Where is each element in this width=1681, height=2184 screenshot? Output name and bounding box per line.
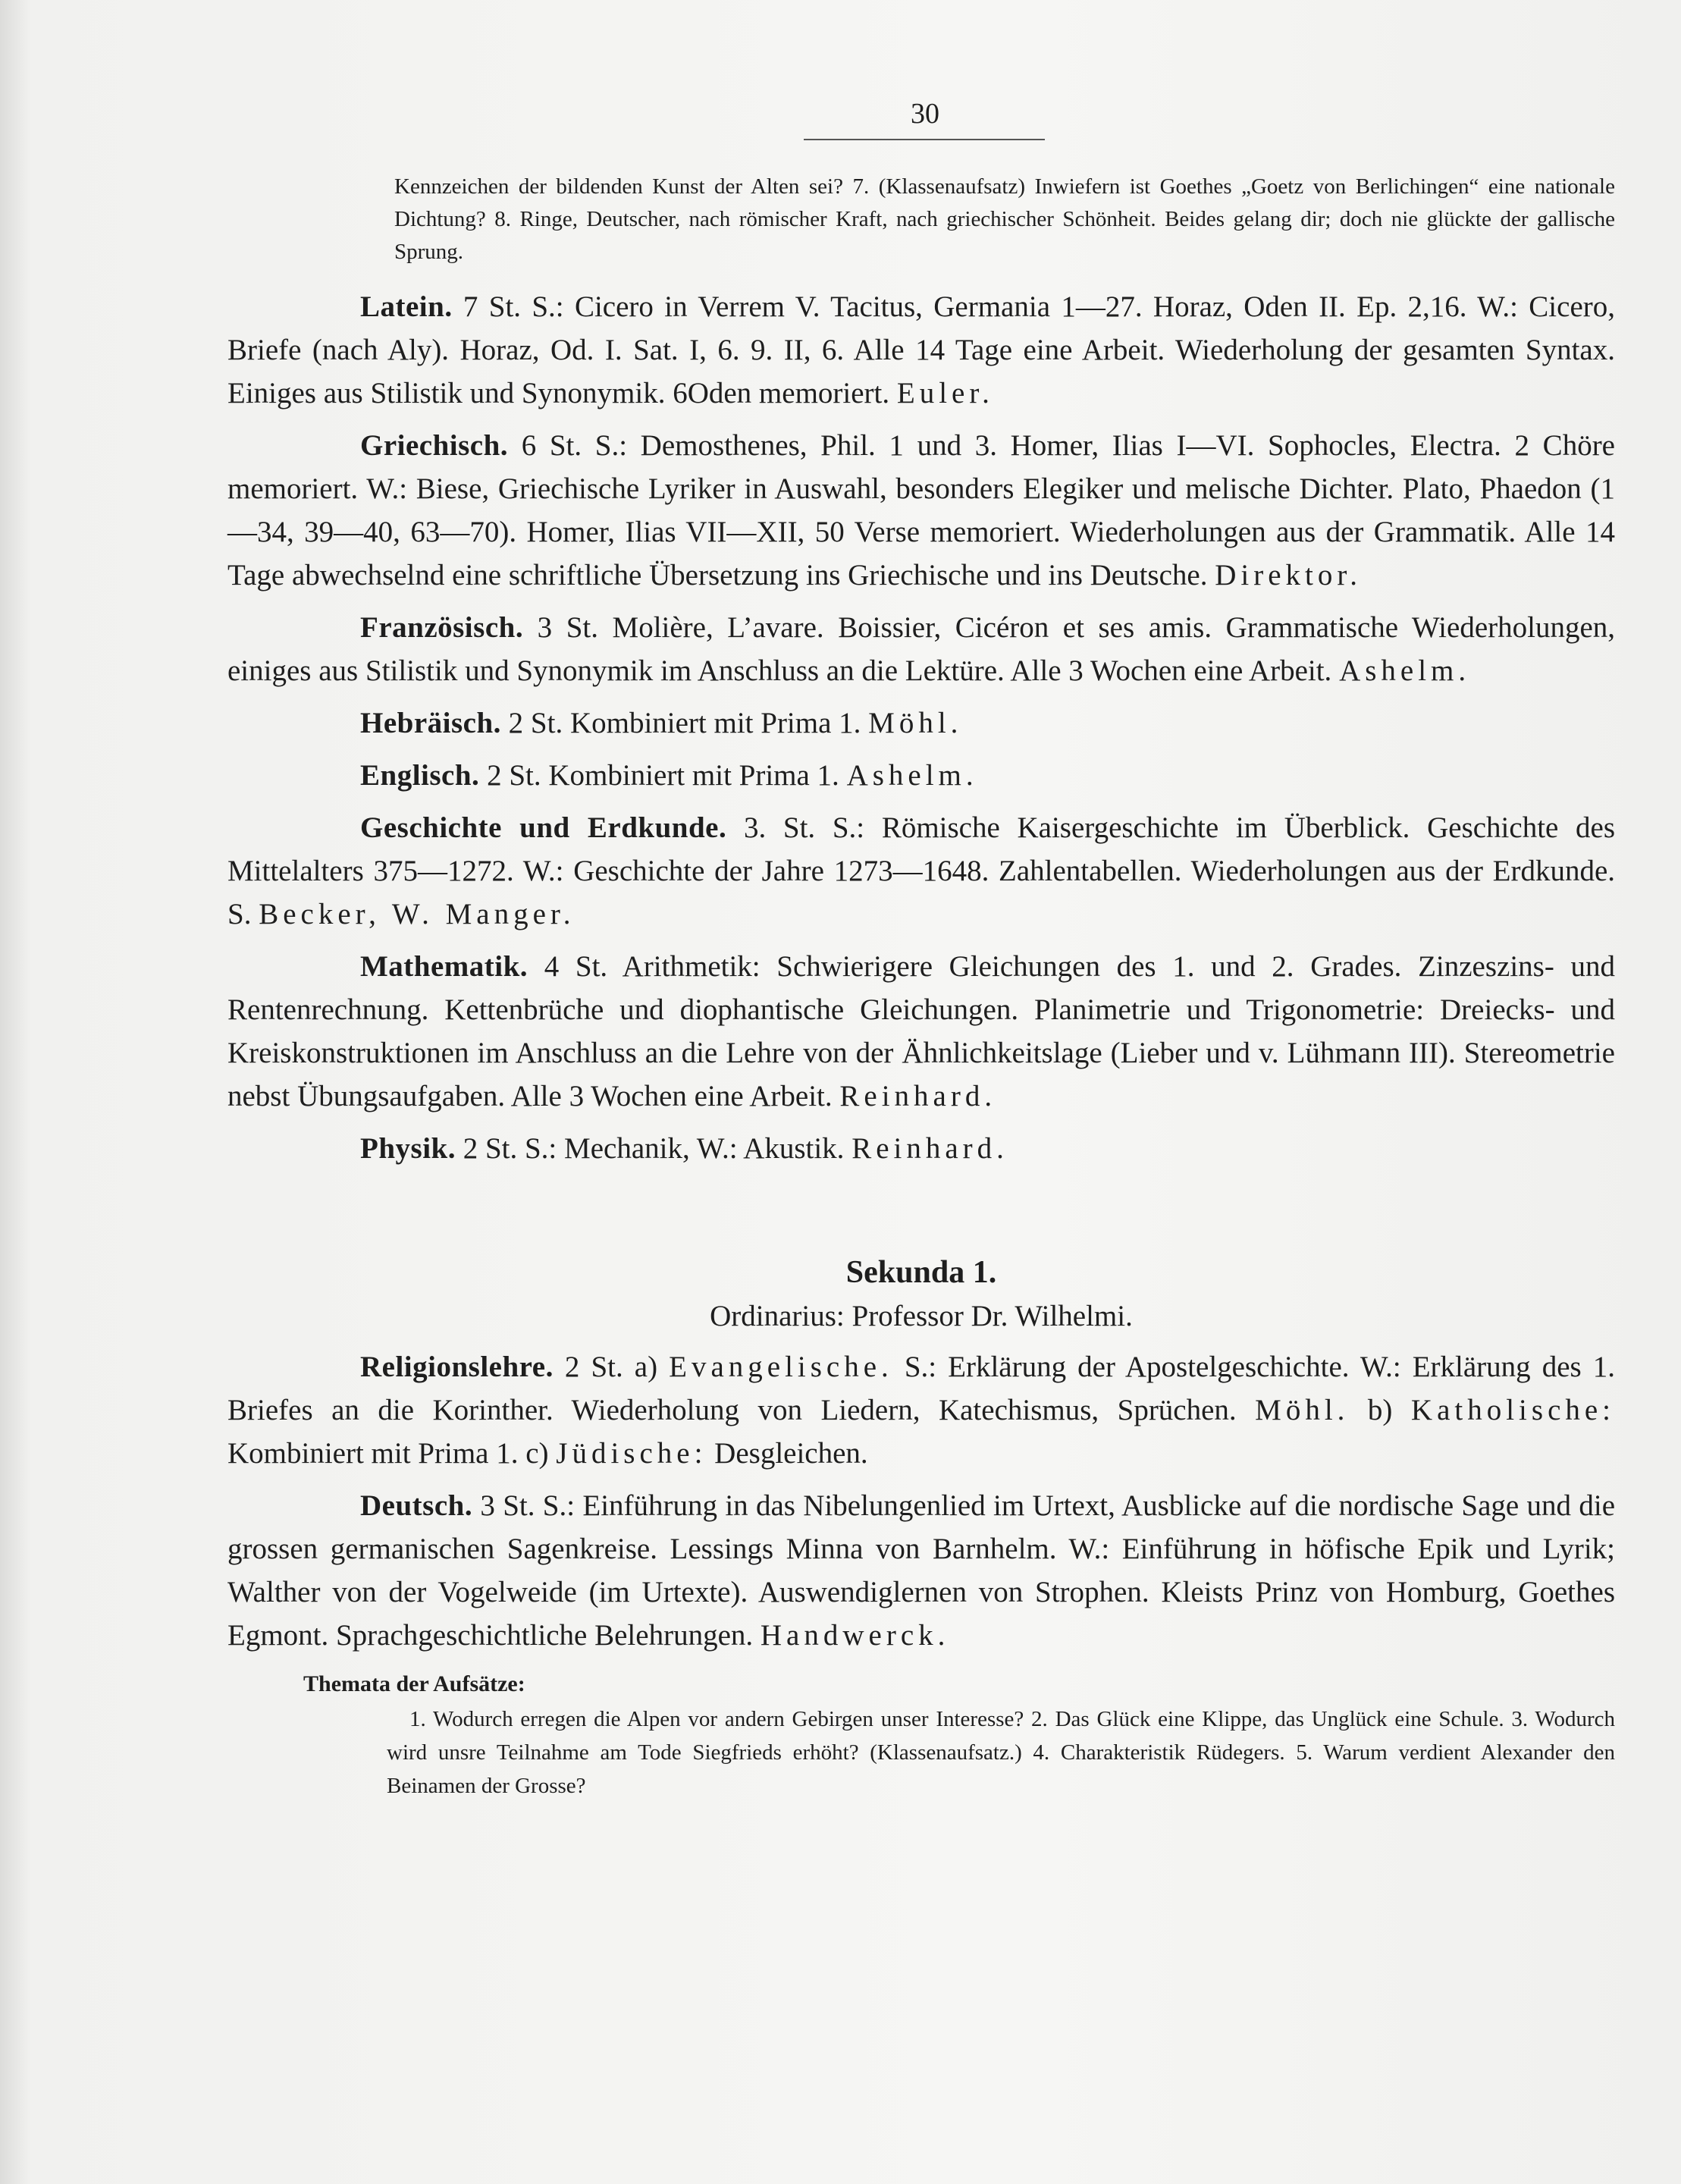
teacher-name: Reinhard. bbox=[839, 1080, 997, 1112]
intro-text: Kennzeichen der bildenden Kunst der Alten sei? 7. (Klassenaufsatz) Inwiefern ist Goethes „Goetz von Berlichingen“ eine nationale Dichtung? 8. Ringe, Deutscher, nach römischer Kraft, nach griechischer Schönheit. Beides gelang dir; doch nie glückte der gallische Sprung. bbox=[394, 174, 1615, 264]
teacher-name: Reinhard. bbox=[851, 1132, 1008, 1165]
subject-text: 3. St. S.: Römische Kaisergeschichte im Überblick. Geschichte des Mittelalters 375—1272. W.: Geschichte der Jahre 1273—1648. Zahlentabellen. Wiederholungen aus der Erdkunde. S. bbox=[227, 811, 1616, 930]
subject-paragraph-franzoesisch bbox=[227, 606, 1615, 692]
header-rule bbox=[804, 139, 1045, 140]
teacher-name: Möhl. bbox=[868, 707, 963, 739]
subject-heading: Latein. bbox=[360, 290, 453, 323]
subject-heading: Französisch. bbox=[360, 611, 524, 644]
subject-text: b) bbox=[1367, 1394, 1393, 1426]
subject-text: 2 St. Kombiniert mit Prima 1. bbox=[487, 759, 839, 792]
subject-text: 2 St. S.: Mechanik, W.: Akustik. bbox=[463, 1132, 845, 1165]
teacher-name: Becker, W. Manger. bbox=[259, 898, 575, 930]
denomination-label: Jüdische: bbox=[556, 1437, 707, 1470]
subject-heading: Physik. bbox=[360, 1132, 456, 1165]
subject-paragraph-mathematik bbox=[227, 945, 1615, 1118]
subject-text: 3 St. S.: Einführung in das Nibelungenlied im Urtext, Ausblicke auf die nordische Sage und die grossen germanischen Sagenkreise. Lessings Minna von Barnhelm. W.: Einführung in höfische Epik und Lyrik; Walther von der Vogelweide (im Urtexte). Auswendiglernen von Strophen. Kleists Prinz von Homburg, Goethes Egmont. Sprachgeschichtliche Belehrungen. bbox=[227, 1489, 1616, 1652]
denomination-label: Evangelische. bbox=[669, 1351, 893, 1383]
subject-paragraph-griechisch bbox=[227, 424, 1615, 597]
subject-heading: Geschichte und Erdkunde. bbox=[360, 811, 727, 844]
subject-heading: Religionslehre. bbox=[360, 1351, 554, 1383]
subject-heading: Griechisch. bbox=[360, 429, 509, 462]
subject-text: 2 St. a) bbox=[564, 1351, 658, 1383]
subject-text: 2 St. Kombiniert mit Prima 1. bbox=[508, 707, 861, 739]
subject-paragraph-deutsch bbox=[227, 1484, 1615, 1657]
subject-paragraph-geschichte bbox=[227, 806, 1615, 936]
themata-list: 1. Wodurch erregen die Alpen vor andern Gebirgen unser Interesse? 2. Das Glück eine Klippe, das Unglück eine Schule. 3. Wodurch wird unsre Teilnahme am Tode Siegfrieds erhöht? (Klassenaufsatz.) 4. Charakteristik Rüdegers. 5. Warum verdient Alexander den Beinamen der Grosse? bbox=[387, 1707, 1615, 1798]
subject-paragraph-religion bbox=[227, 1345, 1615, 1475]
ordinarius-line: Ordinarius: Professor Dr. Wilhelmi. bbox=[710, 1300, 1133, 1332]
subject-paragraph-hebraeisch bbox=[227, 701, 1615, 745]
section-title: Sekunda 1. bbox=[845, 1255, 997, 1290]
subject-heading: Mathematik. bbox=[360, 950, 528, 983]
subject-text: 4 St. Arithmetik: Schwierigere Gleichungen des 1. und 2. Grades. Zinzeszins- und Rentenrechnung. Kettenbrüche und diophantische Gleichungen. Planimetrie und Trigonometrie: Dreiecks- und Kreiskonstruktionen im Anschluss an die Lehre von der Ähnlichkeitslage (Lieber und v. Lühmann III). Stereometrie nebst Übungsaufgaben. Alle 3 Wochen eine Arbeit. bbox=[227, 950, 1615, 1112]
teacher-name: Möhl. bbox=[1255, 1394, 1350, 1426]
denomination-label: Katholische: bbox=[1410, 1394, 1616, 1426]
themata-heading: Themata der Aufsätze: bbox=[303, 1671, 525, 1696]
subject-paragraph-englisch bbox=[227, 754, 1615, 797]
subject-heading: Hebräisch. bbox=[360, 707, 501, 739]
subject-paragraph-latein bbox=[227, 285, 1615, 415]
teacher-name: Ashelm. bbox=[846, 759, 978, 792]
teacher-name: Direktor. bbox=[1215, 559, 1362, 592]
prima-subjects bbox=[227, 285, 1615, 1170]
subject-heading: Englisch. bbox=[360, 759, 480, 792]
subject-text: Kombiniert mit Prima 1. c) bbox=[227, 1437, 549, 1470]
teacher-name: Euler. bbox=[896, 377, 994, 410]
subject-heading: Deutsch. bbox=[360, 1489, 473, 1522]
subject-text: 7 St. S.: Cicero in Verrem V. Tacitus, Germania 1—27. Horaz, Oden II. Ep. 2,16. W.: Cicero, Briefe (nach Aly). Horaz, Od. I. Sat. I, 6. 9. II, 6. Alle 14 Tage eine Arbeit. Wiederholung der gesamten Syntax. Einiges aus Stilistik und Synonymik. 6Oden memoriert. bbox=[227, 290, 1615, 410]
subject-text: 6 St. S.: Demosthenes, Phil. 1 und 3. Homer, Ilias I—VI. Sophocles, Electra. 2 Chöre memoriert. W.: Biese, Griechische Lyriker in Auswahl, besonders Elegiker und melische Dichter. Plato, Phaedon (1—34, 39—40, 63—70). Homer, Ilias VII—XII, 50 Verse memoriert. Wiederholungen aus der Grammatik. Alle 14 Tage abwechselnd eine schriftliche Übersetzung ins Griechische und ins Deutsche. bbox=[227, 429, 1615, 592]
subject-text: 3 St. Molière, L’avare. Boissier, Cicéron et ses amis. Grammatische Wiederholungen, einiges aus Stilistik und Synonymik im Anschluss an die Lektüre. Alle 3 Wochen eine Arbeit. bbox=[227, 611, 1616, 687]
page-number: 30 bbox=[911, 98, 939, 130]
teacher-name: Ashelm. bbox=[1339, 654, 1471, 687]
subject-text: Desgleichen. bbox=[714, 1437, 868, 1470]
subject-text: S.: Erklärung der Apostelgeschichte. W.: Erklärung des 1. Briefes an die Korinther. Wiederholung von Liedern, Katechismus, Sprüchen. bbox=[227, 1351, 1615, 1426]
page-content bbox=[227, 171, 1615, 1803]
subject-paragraph-physik bbox=[227, 1127, 1615, 1170]
teacher-name: Handwerck. bbox=[760, 1619, 950, 1652]
